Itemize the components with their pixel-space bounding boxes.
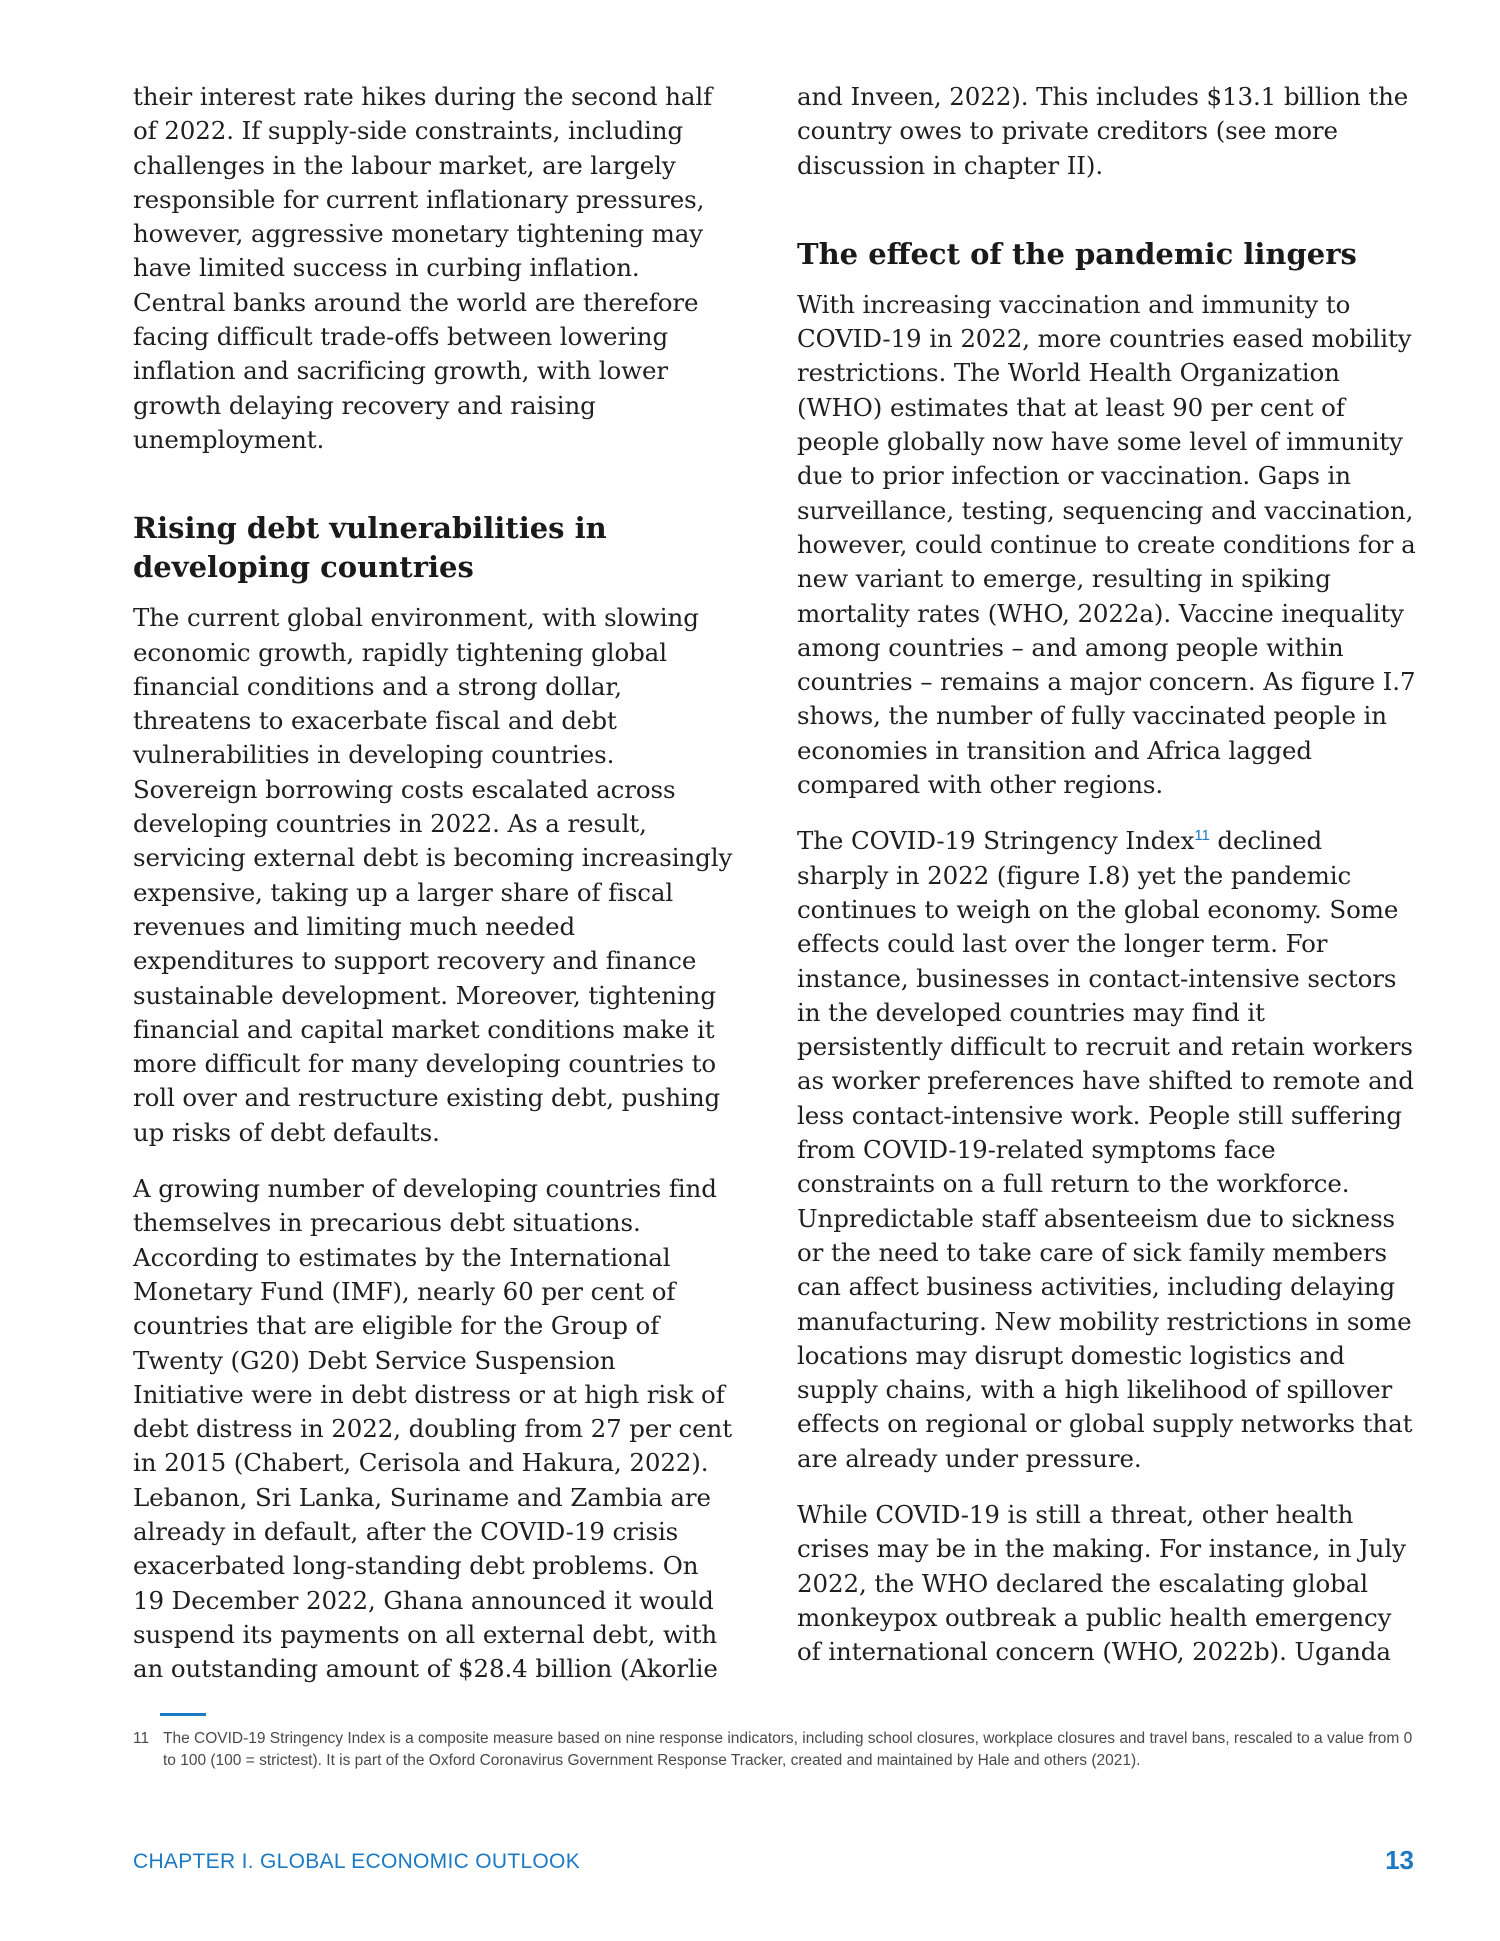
body-paragraph: and Inveen, 2022). This includes $13.1 billion the country owes to private creditors (see more discussion in chapter II).: [797, 82, 1409, 180]
paragraph-text: declined sharply in 2022 (figure I.8) yet the pandemic continues to weigh on the global economy. Some effects could last over the longer term. For instance, businesses in contact-intensive sectors in the developed countries may find it persistently difficult to recruit and retain workers as worker preferences have shifted to remote and less contact-intensive work. People still suffering from COVID-19-related symptoms face constraints on a full return to the workforce. Unpredictable staff absenteeism due to sickness or the need to take care of sick family members can affect business activities, including delaying manufacturing. New mobility restrictions in some locations may disrupt domestic logistics and supply chains, with a high likelihood of spillover effects on regional or global supply networks that are already under pressure.: [797, 826, 1414, 1473]
footnote-number: 11: [133, 1730, 150, 1747]
section-heading-debt: Rising debt vulnerabilities in developing countries: [133, 511, 607, 585]
footnote-divider: [160, 1713, 206, 1716]
body-paragraph: While COVID-19 is still a threat, other health crises may be in the making. For instance, in July 2022, the WHO declared the escalating global monkeypox outbreak a public health emergency of international concern (WHO, 2022b). Uganda: [797, 1499, 1406, 1667]
right-column: [797, 80, 1417, 1669]
left-column: [133, 80, 733, 1686]
body-paragraph: With increasing vaccination and immunity to COVID-19 in 2022, more countries eased mobility restrictions. The World Health Organization (WHO) estimates that at least 90 per cent of people globally now have some level of immunity due to prior infection or vaccination. Gaps in surveillance, testing, sequencing and vaccination, however, could continue to create conditions for a new variant to emerge, resulting in spiking mortality rates (WHO, 2022a). Vaccine inequality among countries – and among people within countries – remains a major concern. As figure I.7 shows, the number of fully vaccinated people in economies in transition and Africa lagged compared with other regions.: [797, 289, 1416, 800]
body-paragraph-with-footnote: [797, 824, 1417, 1476]
footnote-reference[interactable]: 11: [1194, 827, 1210, 845]
paragraph-text: The COVID-19 Stringency Index: [797, 826, 1195, 856]
footnote-text: The COVID-19 Stringency Index is a composite measure based on nine response indicators, including school closures, workplace closures and travel bans, rescaled to a value from 0 to 100 (100 = strictest). It is part of the Oxford Coronavirus Government Response Tracker, created and maintained by Hale and others (2021).: [163, 1730, 1413, 1769]
footnote: [133, 1728, 1423, 1772]
section-heading-pandemic: The effect of the pandemic lingers: [797, 236, 1357, 271]
body-paragraph: The current global environment, with slowing economic growth, rapidly tightening global financial conditions and a strong dollar, threatens to exacerbate fiscal and debt vulnerabilities in developing countries. Sovereign borrowing costs escalated across developing countries in 2022. As a result, servicing external debt is becoming increasingly expensive, taking up a larger share of fiscal revenues and limiting much needed expenditures to support recovery and finance sustainable development. Moreover, tightening financial and capital market conditions make it more difficult for many developing countries to roll over and restructure existing debt, pushing up risks of debt defaults.: [133, 603, 733, 1147]
body-paragraph: A growing number of developing countries find themselves in precarious debt situations. According to estimates by the International Monetary Fund (IMF), nearly 60 per cent of countries that are eligible for the Group of Twenty (G20) Debt Service Suspension Initiative were in debt distress or at high risk of debt distress in 2022, doubling from 27 per cent in 2015 (Chabert, Cerisola and Hakura, 2022). Lebanon, Sri Lanka, Suriname and Zambia are already in default, after the COVID-19 crisis exacerbated long-standing debt problems. On 19 December 2022, Ghana announced it would suspend its payments on all external debt, with an outstanding amount of $28.4 billion (Akorlie: [133, 1174, 732, 1684]
running-head: CHAPTER I. GLOBAL ECONOMIC OUTLOOK: [133, 1850, 580, 1873]
page-number: 13: [1385, 1845, 1414, 1875]
body-paragraph: their interest rate hikes during the second half of 2022. If supply-side constraints, including challenges in the labour market, are largely responsible for current inflationary pressures, however, aggressive monetary tightening may have limited success in curbing inflation. Central banks around the world are therefore facing difficult trade-offs between lowering inflation and sacrificing growth, with lower growth delaying recovery and raising unemployment.: [133, 82, 713, 454]
